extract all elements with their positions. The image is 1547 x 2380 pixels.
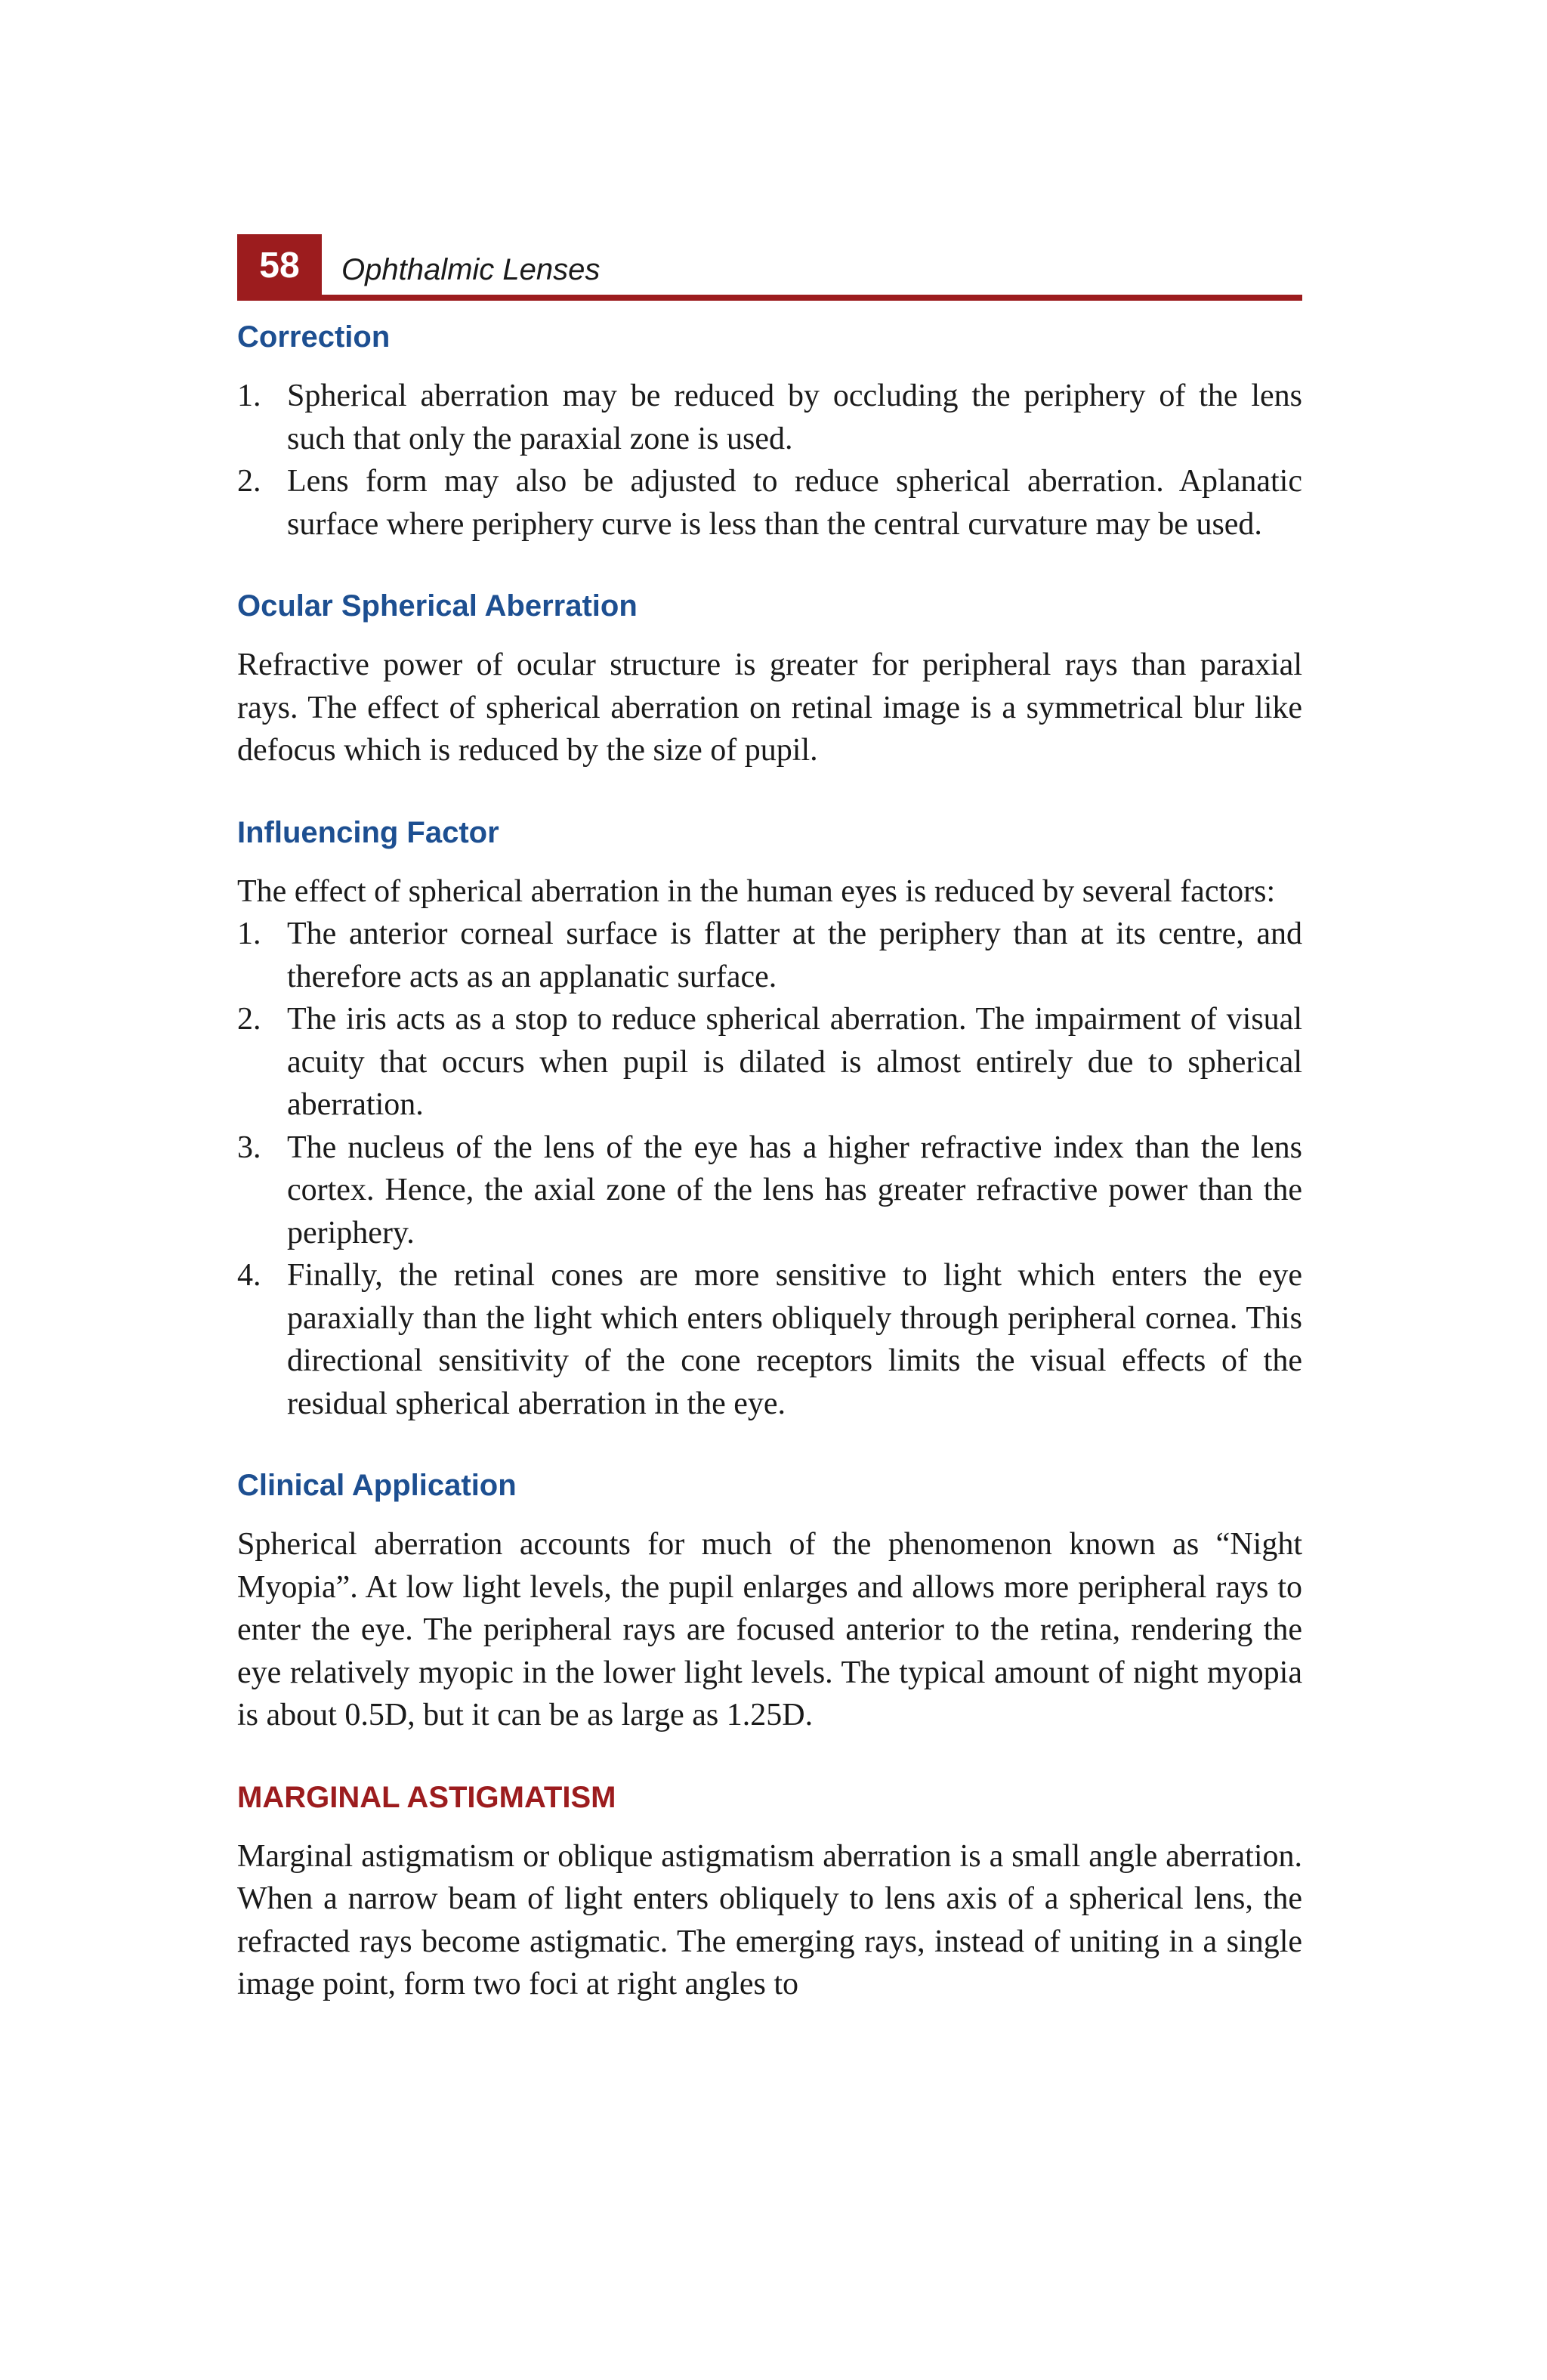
list-text: The anterior corneal surface is flatter at the periphery than at its centre, and therefore acts as an applanatic surface. [287, 916, 1302, 994]
paragraph-influencing-intro: The effect of spherical aberration in the human eyes is reduced by several factors: [237, 873, 1276, 909]
book-title: Ophthalmic Lenses [341, 253, 601, 286]
correction-list [237, 375, 1302, 546]
list-number: 3. [237, 1130, 261, 1165]
list-text: The nucleus of the lens of the eye has a higher refractive index than the lens cortex. Hence, the axial zone of the lens has greater refractive power than the periphery. [287, 1130, 1302, 1250]
list-text: Finally, the retinal cones are more sensitive to light which enters the eye paraxially than the light which enters obliquely through peripheral cornea. This directional sensitivity of the cone receptors limits the visual effects of the residual spherical aberration in the eye. [287, 1258, 1302, 1421]
page-number: 58 [237, 234, 322, 295]
list-text: The iris acts as a stop to reduce spherical aberration. The impairment of visual acuity that occurs when pupil is dilated is almost entirely due to spherical aberration. [287, 1002, 1302, 1122]
list-number: 1. [237, 916, 261, 951]
list-item [237, 375, 1302, 460]
list-item [237, 1127, 1302, 1255]
list-item [237, 913, 1302, 998]
list-number: 4. [237, 1258, 261, 1293]
influencing-list [237, 913, 1302, 1425]
list-number: 2. [237, 464, 261, 499]
list-number: 2. [237, 1002, 261, 1037]
paragraph-clinical: Spherical aberration accounts for much of the phenomenon known as “Night Myopia”. At low light levels, the pupil enlarges and allows more peripheral rays to enter the eye. The peripheral rays are focused anterior to the retina, rendering the eye relatively myopic in the lower light levels. The typical amount of night myopia is about 0.5D, but it can be as large as 1.25D. [237, 1527, 1302, 1732]
list-text: Lens form may also be adjusted to reduce spherical aberration. Aplanatic surface where periphery curve is less than the central curvature may be used. [287, 464, 1302, 542]
paragraph-ocular: Refractive power of ocular structure is greater for peripheral rays than paraxial rays. The effect of spherical aberration on retinal image is a symmetrical blur like defocus which is reduced by the size of pupil. [237, 648, 1302, 768]
heading-influencing-factor: Influencing Factor [237, 815, 499, 849]
list-item [237, 998, 1302, 1127]
list-number: 1. [237, 379, 261, 413]
heading-correction: Correction [237, 320, 391, 354]
heading-marginal-astigmatism: MARGINAL ASTIGMATISM [237, 1780, 616, 1814]
heading-ocular-spherical-aberration: Ocular Spherical Aberration [237, 589, 638, 623]
book-page [237, 234, 1302, 2006]
list-item [237, 1254, 1302, 1425]
paragraph-marginal: Marginal astigmatism or oblique astigmatism aberration is a small angle aberration. When a narrow beam of light enters obliquely to lens axis of a spherical lens, the refracted rays become astigmatic. The emerging rays, instead of uniting in a single image point, form two foci at right angles to [237, 1838, 1302, 2001]
heading-clinical-application: Clinical Application [237, 1469, 517, 1502]
running-header [237, 234, 1302, 301]
list-text: Spherical aberration may be reduced by occluding the periphery of the lens such that only the paraxial zone is used. [287, 379, 1302, 456]
list-item [237, 460, 1302, 546]
